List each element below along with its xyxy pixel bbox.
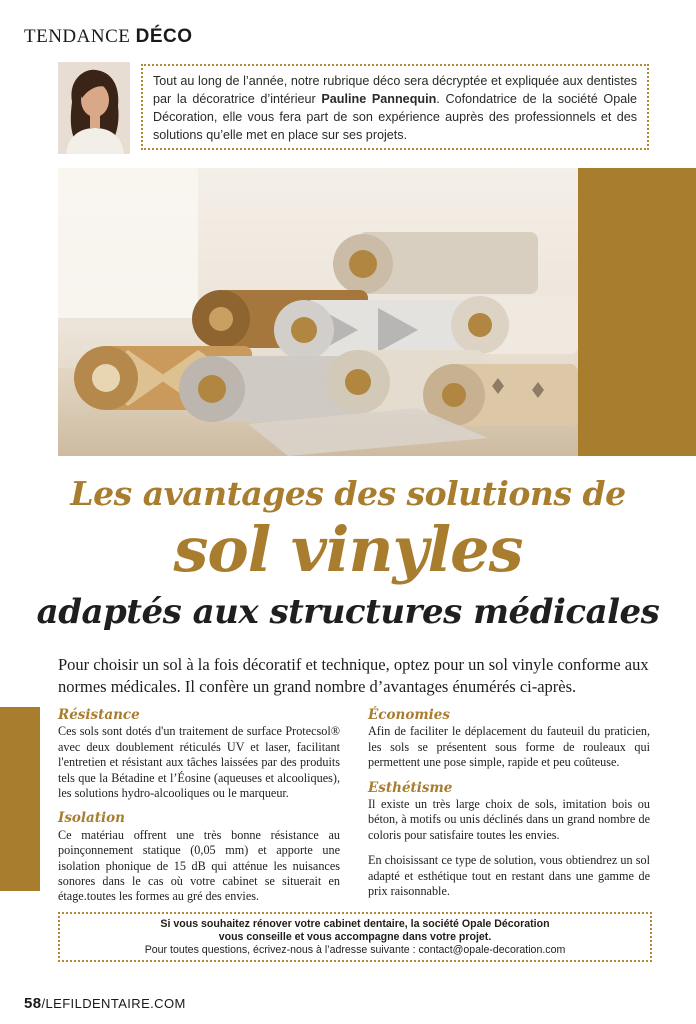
intro-text-after: . Cofondatrice de la société Opale Décoration, elle vous fera part de son expérience auprès des professionnels et des solutions qu’elle met en place sur ses projets.	[153, 92, 637, 142]
vinyl-rolls-illustration	[58, 168, 578, 456]
title-line-1: Les avantages des solutions de	[70, 474, 626, 513]
section-text-isolation: Ce matériau offrent une très bonne résistance au poinçonnement statique (0,05 mm) et apporte une isolation phonique de 15 dB qui atténue les nuisances sonores dans le cas où votre cabinet se situerait en étage.toutes les formes au gré des envies.	[58, 827, 340, 904]
footer-separator: /	[41, 996, 46, 1011]
author-name: Pauline Pannequin	[321, 92, 437, 106]
title-line-3: adaptés aux structures médicales	[36, 592, 660, 632]
right-column	[368, 708, 650, 909]
rubric-bold: DÉCO	[135, 26, 193, 47]
contact-line-3: Pour toutes questions, écrivez-nous à l’adresse suivante : contact@opale-decoration.com	[144, 944, 566, 956]
section-title-resistance: Résistance	[58, 707, 140, 723]
intro-box	[141, 64, 649, 150]
left-column	[58, 708, 340, 915]
page-number: 58	[24, 995, 42, 1012]
contact-line-2: vous conseille et vous accompagne dans votre projet.	[218, 931, 492, 943]
section-text-esthetisme-conclusion: En choisissant ce type de solution, vous obtiendrez un sol adapté et esthétique tout en restant dans une gamme de prix raisonnable.	[368, 853, 650, 899]
portrait-image	[58, 62, 130, 154]
section-title-isolation: Isolation	[58, 810, 125, 827]
hero-image	[58, 168, 578, 456]
contact-box	[58, 912, 652, 962]
rubric-header	[24, 26, 193, 48]
decorative-gold-bar-right	[578, 168, 696, 456]
contact-line-1: Si vous souhaitez rénover votre cabinet dentaire, la société Opale Décoration	[160, 918, 550, 930]
section-text-economies: Afin de faciliter le déplacement du fauteuil du praticien, les sols se présentent sous forme de rouleaux qui permettent une pose simple, rapide et peu coûteuse.	[368, 724, 650, 770]
author-portrait	[58, 62, 130, 154]
rubric-light: TENDANCE	[24, 26, 136, 47]
page-footer	[24, 995, 186, 1012]
intro-text-before: Tout au long de l’année, notre rubrique déco sera décryptée et expliquée aux dentistes par la décoratrice d’intérieur	[153, 74, 637, 106]
section-text-resistance: Ces sols sont dotés d'un traitement de surface Protecsol® avec deux doublement réticulés UV et laser, facilitant l'entretien et résistant aux tâches laissées par des produits tels que la Bétadine et l’Éosine (aqueuses et alcooliques), les solutions hydro-alcooliques ou le marqueur.	[58, 724, 340, 801]
footer-site: LEFILDENTAIRE.COM	[45, 996, 186, 1011]
title-line-2: sol vinyles	[173, 513, 523, 586]
section-text-esthetisme: Il existe un très large choix de sols, imitation bois ou béton, à motifs ou unis déclinés dans un grand nombre de coloris pour satisfaire toutes les envies.	[368, 797, 650, 842]
lead-paragraph: Pour choisir un sol à la fois décoratif et technique, optez pour un sol vinyle conforme aux normes médicales. Il confère un grand nombre d’avantages énumérés ci-après.	[58, 655, 649, 696]
section-title-economies: Économies	[368, 707, 450, 723]
section-title-esthetisme: Esthétisme	[368, 779, 453, 796]
decorative-gold-bar-left	[0, 707, 40, 891]
